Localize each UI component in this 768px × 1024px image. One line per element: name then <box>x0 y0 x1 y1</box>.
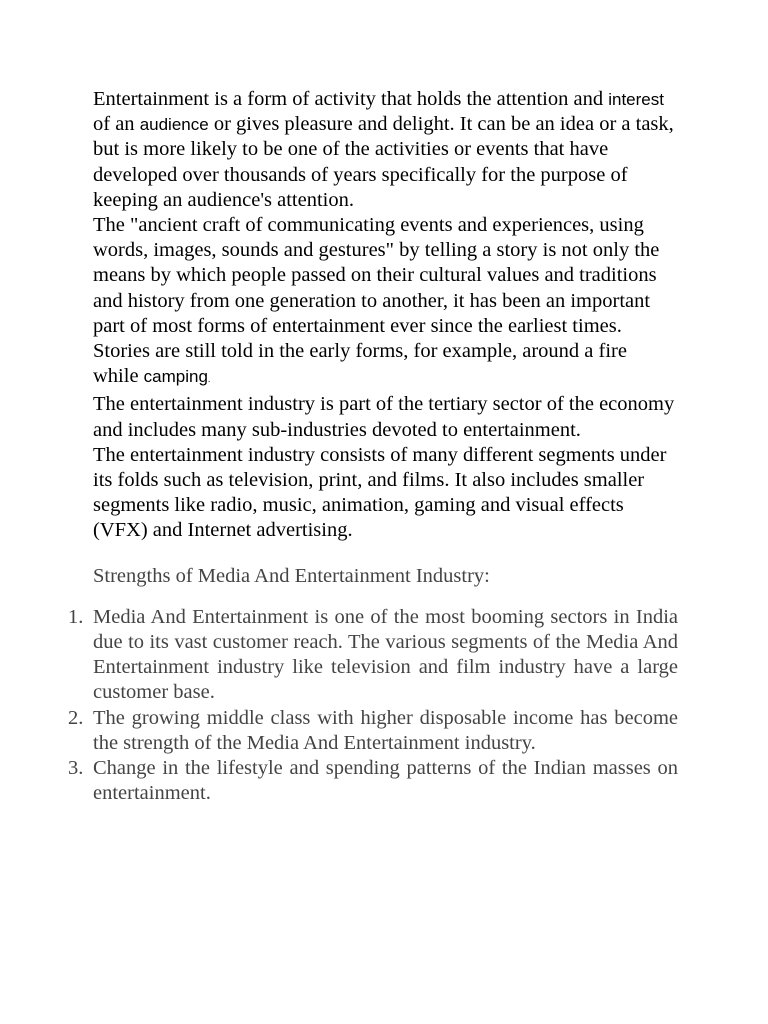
strengths-heading: Strengths of Media And Entertainment Industry: <box>93 564 490 587</box>
intro-paragraph-4: The entertainment industry consists of many different segments under its folds such as television, print, and films. It also includes smaller segments like radio, music, animation, gaming and visual effects (VFX) and Internet advertising. <box>93 443 667 542</box>
list-item-number: 1. <box>68 605 84 628</box>
list-item-number: 2. <box>68 706 84 729</box>
camping-link[interactable]: camping <box>143 367 208 387</box>
intro-p2-text: The "ancient craft of communicating events and experiences, using words, images, sounds and gestures" by telling a story is not only the means by which people passed on their cultural values and traditions and history from one generation to another, it has been an important part of most forms of entertainment ever since the earliest times. Stories are still told in the early forms, for example, around a fire <box>93 214 660 363</box>
list-item <box>68 756 678 806</box>
intro-paragraph-3: The entertainment industry is part of the tertiary sector of the economy and includes many sub-industries devoted to entertainment. <box>93 393 675 441</box>
document-page <box>68 87 678 806</box>
list-item <box>68 706 678 756</box>
intro-paragraph-1 <box>93 87 678 213</box>
audience-link[interactable]: audience <box>139 115 209 135</box>
interest-link[interactable]: interest <box>608 90 664 109</box>
list-item-text: The growing middle class with higher disposable income has become the strength of the Media And Entertainment industry. <box>93 706 678 754</box>
intro-p1-text-start: Entertainment is a form of activity that holds the attention and <box>93 88 609 110</box>
intro-p1-text-mid: of an <box>93 113 140 136</box>
list-item-number: 3. <box>68 757 84 780</box>
strengths-list <box>68 605 678 807</box>
intro-p1-text-end: or gives pleasure and delight. It can be an idea or a task, but is more likely to be one of the activities or events that have developed over thousands of years specifically for the purpose of keeping an audience's attention. <box>93 113 674 211</box>
list-item <box>68 605 678 706</box>
intro-paragraph-2 <box>93 213 678 392</box>
intro-p2-period: . <box>207 374 211 385</box>
list-item-text: Media And Entertainment is one of the most booming sectors in India due to its vast customer reach. The various segments of the Media And Entertainment industry like television and film industry have a large customer base. <box>93 605 678 704</box>
list-item-text: Change in the lifestyle and spending patterns of the Indian masses on entertainment. <box>93 757 678 805</box>
intro-p2-while: while <box>93 365 144 388</box>
